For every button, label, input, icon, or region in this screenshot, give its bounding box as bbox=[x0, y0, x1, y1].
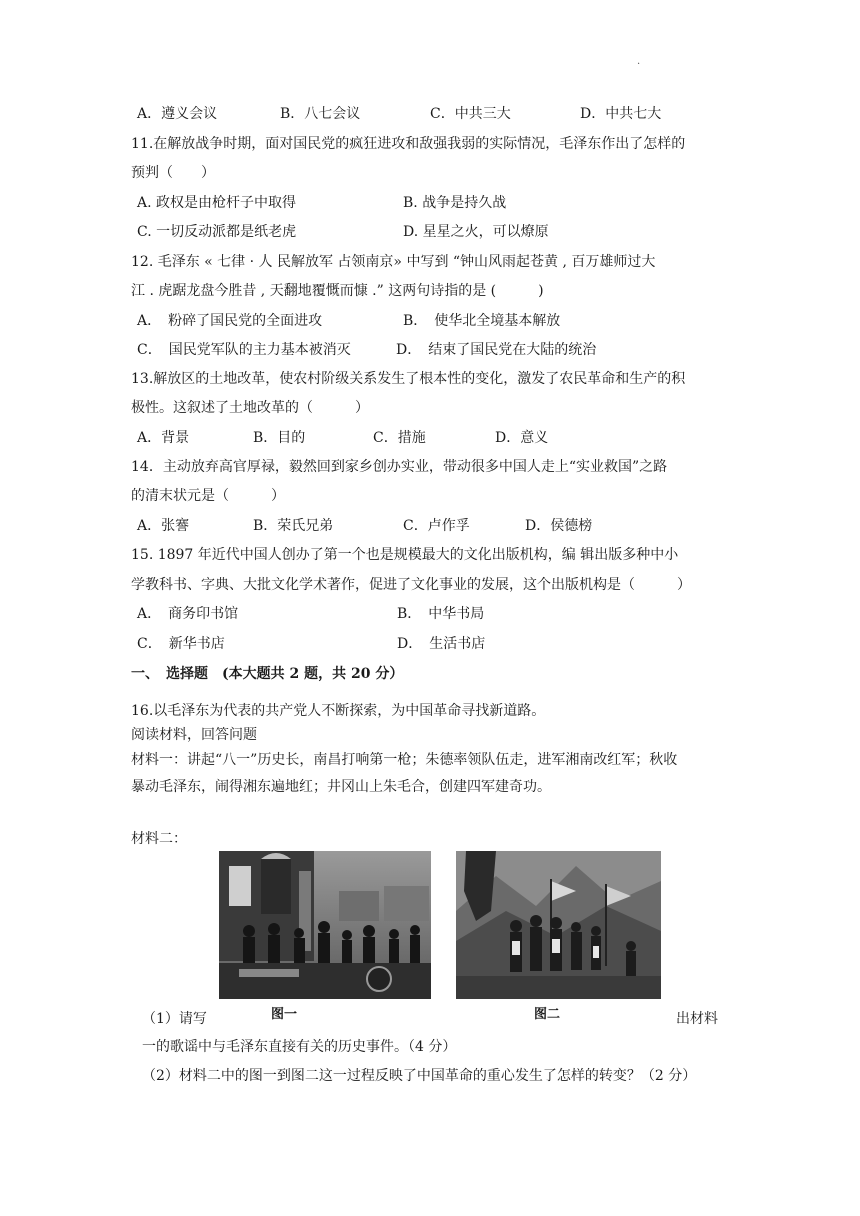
q10-option-b: B．八七会议 bbox=[280, 106, 361, 122]
q14-option-d: D．侯德榜 bbox=[525, 518, 593, 534]
q14-option-b: B．荣氏兄弟 bbox=[253, 518, 334, 534]
figure1-image bbox=[219, 851, 431, 999]
q14-stem-line2: 的清末状元是（ ） bbox=[131, 488, 285, 504]
figure2-caption: 图二 bbox=[534, 1007, 561, 1022]
q10-option-c: C．中共三大 bbox=[430, 106, 511, 122]
sub-question-1-line2: 一的歌谣中与毛泽东直接有关的历史事件。（4 分） bbox=[142, 1039, 457, 1055]
figure1-caption: 图一 bbox=[271, 1007, 298, 1022]
q11-option-c: C. 一切反动派都是纸老虎 bbox=[137, 224, 297, 240]
q15-option-c: C． 新华书店 bbox=[137, 636, 225, 652]
header-dot: . bbox=[637, 56, 641, 67]
q15-stem-line1: 15. 1897 年近代中国人创办了第一个也是规模最大的文化出版机构，编 辑出版多种中小 bbox=[131, 547, 679, 563]
q15-option-b: B． 中华书局 bbox=[397, 606, 485, 622]
material2-label: 材料二： bbox=[131, 831, 187, 847]
q15-option-d: D． 生活书店 bbox=[397, 636, 486, 652]
q12-stem-line1: 12. 毛泽东 « 七律 · 人 民解放军 占领南京» 中写到 “钟山风雨起苍黄 , 百万雄师过大 bbox=[131, 254, 656, 270]
q11-stem-line1: 11.在解放战争时期，面对国民党的疯狂进攻和敌强我弱的实际情况，毛泽东作出了怎样的 bbox=[131, 136, 686, 152]
q13-stem-line2: 极性。这叙述了土地改革的（ ） bbox=[131, 400, 369, 416]
q16-read-instruction: 阅读材料，回答问题 bbox=[131, 727, 257, 743]
q12-option-d: D． 结束了国民党在大陆的统治 bbox=[396, 342, 597, 358]
q12-option-c: C． 国民党军队的主力基本被消灭 bbox=[137, 342, 351, 358]
q10-option-d: D．中共七大 bbox=[580, 106, 662, 122]
q12-stem-line2: 江 . 虎踞龙盘今胜昔 , 天翻地覆慨而慷 .” 这两句诗指的是 ( ) bbox=[131, 283, 544, 299]
sub-question-1-part2: 出材料 bbox=[676, 1011, 718, 1027]
q11-stem-line2: 预判（ ） bbox=[131, 165, 215, 181]
q12-option-b: B． 使华北全境基本解放 bbox=[403, 313, 561, 329]
q11-option-b: B. 战争是持久战 bbox=[403, 195, 507, 211]
q14-stem-line1: 14．主动放弃高官厚禄，毅然回到家乡创办实业，带动很多中国人走上“实业救国”之路 bbox=[131, 459, 668, 475]
section-heading: 一、 选择题 (本大题共 2 题，共 20 分） bbox=[131, 666, 404, 682]
q13-option-d: D．意义 bbox=[495, 430, 549, 446]
q13-option-b: B．目的 bbox=[253, 430, 306, 446]
q14-option-a: A．张謇 bbox=[137, 518, 190, 534]
q10-option-a: A．遵义会议 bbox=[137, 106, 218, 122]
q16-intro: 16.以毛泽东为代表的共产党人不断探索，为中国革命寻找新道路。 bbox=[131, 703, 546, 719]
q13-stem-line1: 13.解放区的土地改革，使农村阶级关系发生了根本性的变化，激发了农民革命和生产的积 bbox=[131, 371, 686, 387]
sub-question-2: （2）材料二中的图一到图二这一过程反映了中国革命的重心发生了怎样的转变？（2 分） bbox=[142, 1068, 697, 1084]
figure2-image bbox=[456, 851, 661, 999]
material1-line2: 暴动毛泽东，闹得湘东遍地红；井冈山上朱毛合，创建四军建奇功。 bbox=[131, 779, 551, 795]
sub-question-1-part1: （1）请写 bbox=[142, 1011, 207, 1027]
q12-option-a: A． 粉碎了国民党的全面进攻 bbox=[137, 313, 323, 329]
q11-option-a: A. 政权是由枪杆子中取得 bbox=[137, 195, 297, 211]
q13-option-c: C．措施 bbox=[373, 430, 426, 446]
material1-line1: 材料一：讲起“八一”历史长，南昌打响第一枪；朱德率领队伍走，进军湘南改红军；秋收 bbox=[131, 752, 678, 768]
q11-option-d: D. 星星之火，可以燎原 bbox=[403, 224, 549, 240]
q15-option-a: A． 商务印书馆 bbox=[137, 606, 239, 622]
q15-stem-line2: 学教科书、字典、大批文化学术著作，促进了文化事业的发展，这个出版机构是（ ） bbox=[131, 577, 691, 593]
q13-option-a: A．背景 bbox=[137, 430, 190, 446]
q14-option-c: C．卢作孚 bbox=[403, 518, 470, 534]
